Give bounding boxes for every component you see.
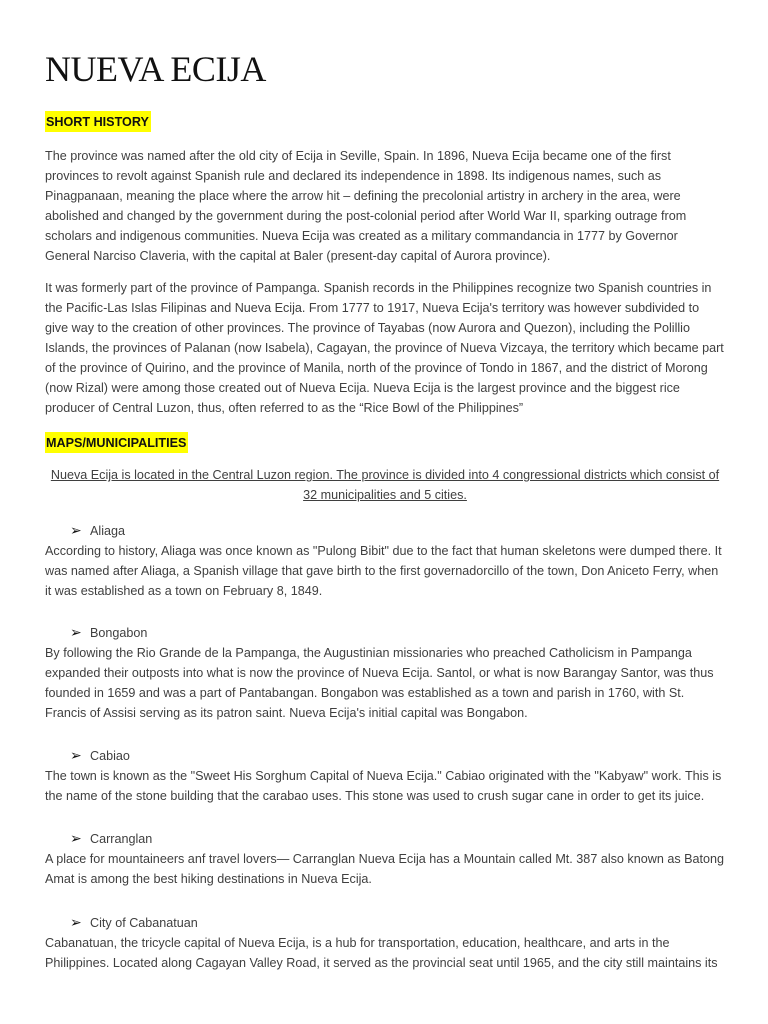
municipality-name: City of Cabanatuan — [90, 916, 198, 930]
short-history-heading: SHORT HISTORY — [45, 111, 151, 132]
maps-municipalities-heading: MAPS/MUNICIPALITIES — [45, 432, 188, 453]
arrow-bullet-icon: ➢ — [70, 747, 82, 763]
list-item — [70, 745, 130, 766]
arrow-bullet-icon: ➢ — [70, 914, 82, 930]
page-title: NUEVA ECIJA — [45, 49, 266, 89]
municipality-description: By following the Rio Grande de la Pampanga, the Augustinian missionaries who preached Catholicism in Pampanga expanded their outposts into what is now the province of Nueva Ecija. Santol, or what is now Barangay Santor, was thus founded in 1659 and was a part of Pantabangan. Bongabon was established as a town and parish in 1760, with St. Francis of Assisi serving as its patron saint. Nueva Ecija's initial capital was Bongabon. — [45, 646, 714, 720]
municipality-name: Bongabon — [90, 626, 148, 640]
list-item — [70, 912, 198, 933]
history-paragraph-1: The province was named after the old city of Ecija in Seville, Spain. In 1896, Nueva Ecija became one of the first provinces to revolt against Spanish rule and declared its independence in 1898. Its indigenous names, such as Pinagpanaan, meaning the place where the arrow hit – defining the precolonial artistry in archery in the area, were abolished and changed by the government during the post-colonial period after World War II, sparking outrage from scholars and indigenous communities. Nueva Ecija was created as a military commandancia in 1777 by Governor General Narciso Claveria, with the capital at Baler (present-day capital of Aurora province). — [45, 149, 687, 263]
list-item — [70, 520, 125, 541]
history-paragraph-2: It was formerly part of the province of Pampanga. Spanish records in the Philippines recognize two Spanish countries in the Pacific-Las Islas Filipinas and Nueva Ecija. From 1777 to 1917, Nueva Ecija's territory was however subdivided to give way to the creation of other provinces. The province of Tayabas (now Aurora and Quezon), including the Polillio Islands, the provinces of Palanan (now Isabela), Cagayan, the province of Nueva Vizcaya, the territory which became part of the province of Quirino, and the province of Manila, north of the province of Tondo in 1867, and the district of Morong (now Rizal) were among those created out of Nueva Ecija. Nueva Ecija is the largest province and the biggest rice producer of Central Luzon, thus, often referred to as the “Rice Bowl of the Philippines” — [45, 281, 724, 415]
arrow-bullet-icon: ➢ — [70, 830, 82, 846]
municipality-description: Cabanatuan, the tricycle capital of Nueva Ecija, is a hub for transportation, education, healthcare, and arts in the Philippines. Located along Cagayan Valley Road, it served as the provincial seat until 1965, and the city still maintains its — [45, 936, 718, 970]
municipality-name: Cabiao — [90, 749, 130, 763]
municipality-name: Aliaga — [90, 524, 126, 538]
list-item — [70, 622, 147, 643]
municipality-description: According to history, Aliaga was once known as "Pulong Bibit" due to the fact that human skeletons were dumped there. It was named after Aliaga, a Spanish village that gave birth to the first governadorcillo of the town, Don Aniceto Ferry, when it was established as a town on February 8, 1849. — [45, 544, 722, 598]
arrow-bullet-icon: ➢ — [70, 624, 82, 640]
maps-intro: Nueva Ecija is located in the Central Luzon region. The province is divided into 4 congressional districts which consist of 32 municipalities and 5 cities. — [50, 468, 720, 502]
municipality-description: A place for mountaineers anf travel lovers— Carranglan Nueva Ecija has a Mountain called Mt. 387 also known as Batong Amat is among the best hiking destinations in Nueva Ecija. — [45, 852, 725, 886]
arrow-bullet-icon: ➢ — [70, 522, 82, 538]
municipality-description: The town is known as the "Sweet His Sorghum Capital of Nueva Ecija." Cabiao originated with the "Kabyaw" work. This is the name of the stone building that the carabao uses. This stone was used to crush sugar cane in order to get its juice. — [45, 769, 722, 803]
municipality-name: Carranglan — [90, 832, 153, 846]
list-item — [70, 828, 152, 849]
